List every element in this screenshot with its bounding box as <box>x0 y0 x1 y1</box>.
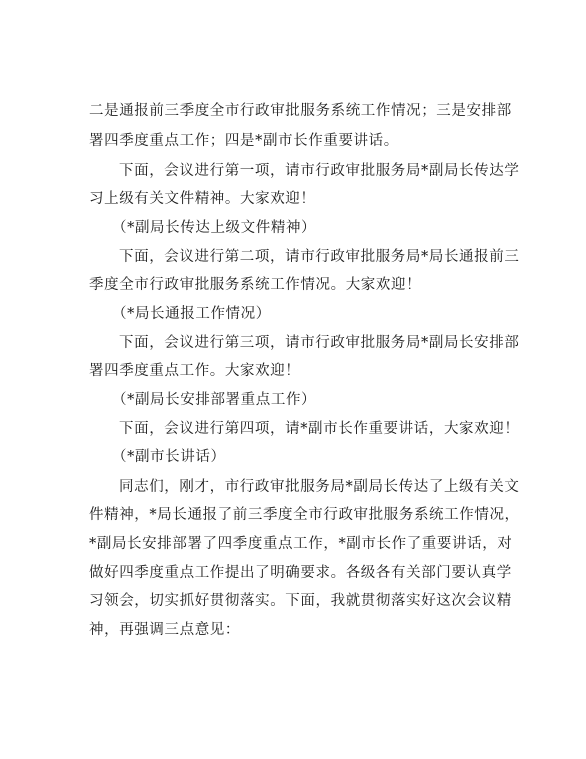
text-line: 习上级有关文件精神。大家欢迎！ <box>89 191 316 207</box>
text-line: 下面，会议进行第一项，请市行政审批服务局*副局长传达学 <box>119 163 520 179</box>
stage-note: （*局长通报工作情况） <box>112 306 271 322</box>
text-line: 下面，会议进行第二项，请市行政审批服务局*局长通报前三 <box>119 249 520 265</box>
text-line: 下面，会议进行第三项，请市行政审批服务局*副局长安排部 <box>119 335 520 351</box>
stage-note: （*副市长讲话） <box>112 449 226 465</box>
text-line: 习领会，切实抓好贯彻落实。下面，我就贯彻落实好这次会议精 <box>89 593 512 609</box>
text-line: 下面，会议进行第四项，请*副市长作重要讲话，大家欢迎！ <box>119 421 520 437</box>
stage-note: （*副局长安排部署重点工作） <box>112 392 317 408</box>
text-line: 做好四季度重点工作提出了明确要求。各级各有关部门要认真学 <box>89 565 512 581</box>
text-line: 件精神，*局长通报了前三季度全市行政审批服务系统工作情况， <box>89 507 520 523</box>
text-line: *副局长安排部署了四季度重点工作，*副市长作了重要讲话，对 <box>89 536 513 552</box>
text-line: 季度全市行政审批服务系统工作情况。大家欢迎！ <box>89 277 422 293</box>
text-line: 同志们，刚才，市行政审批服务局*副局长传达了上级有关文 <box>119 479 520 495</box>
stage-note: （*副局长传达上级文件精神） <box>112 220 317 236</box>
text-line: 神，再强调三点意见： <box>89 622 240 638</box>
text-line: 二是通报前三季度全市行政审批服务系统工作情况；三是安排部 <box>89 103 512 119</box>
text-line: 署四季度重点工作。大家欢迎！ <box>89 363 301 379</box>
text-line: 署四季度重点工作；四是*副市长作重要讲话。 <box>89 133 399 149</box>
